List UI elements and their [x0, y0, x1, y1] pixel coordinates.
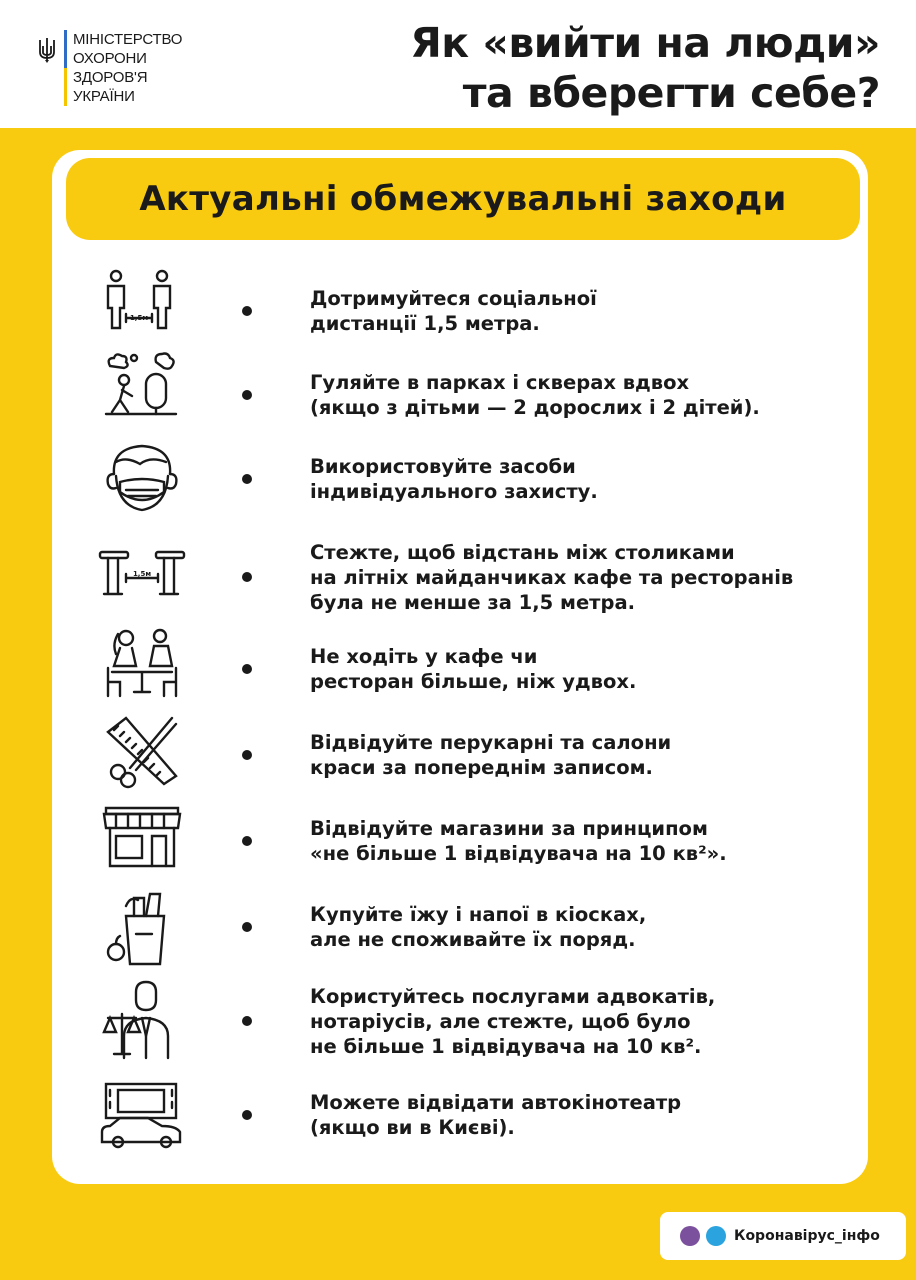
grocery-bag-icon	[96, 884, 188, 970]
list-item	[96, 436, 836, 522]
item-line: на літніх майданчиках кафе та ресторанів	[310, 565, 794, 589]
banner-title: Актуальні обмежувальні заходи	[139, 179, 787, 219]
item-line: Відвідуйте перукарні та салони	[310, 731, 672, 754]
page-title	[410, 18, 880, 118]
footer-channel[interactable]	[660, 1212, 906, 1260]
ministry-logo	[36, 30, 182, 106]
bullet-dot	[242, 750, 252, 760]
viber-icon[interactable]	[680, 1226, 700, 1246]
item-line: краси за попереднім записом.	[310, 756, 653, 779]
list-item	[96, 352, 836, 438]
bullet-dot	[242, 474, 252, 484]
item-text	[310, 626, 870, 712]
item-line: не більше 1 відвідувача на 10 кв².	[310, 1034, 702, 1058]
list-item	[96, 626, 836, 712]
bullet-dot	[242, 572, 252, 582]
list-item	[96, 884, 836, 970]
item-line: індивідуального захисту.	[310, 480, 598, 503]
item-line: дистанції 1,5 метра.	[310, 312, 540, 335]
item-text	[310, 352, 870, 438]
telegram-icon[interactable]	[706, 1226, 726, 1246]
item-line: Можете відвідати автокінотеатр	[310, 1091, 682, 1114]
item-line: Дотримуйтеся соціальної	[310, 287, 597, 310]
distance-label: 1,5м	[129, 314, 149, 322]
item-text	[310, 1072, 870, 1158]
list-item	[96, 268, 836, 354]
park-walk-icon	[96, 352, 188, 438]
bullet-dot	[242, 306, 252, 316]
item-text	[310, 268, 870, 354]
bullet-dot	[242, 390, 252, 400]
item-line: Відвідуйте магазини за принципом	[310, 817, 708, 840]
ministry-line: ОХОРОНИ	[73, 50, 147, 67]
item-line: Стежте, щоб відстань між столиками	[310, 540, 735, 564]
cafe-couple-icon	[96, 626, 188, 712]
header	[0, 0, 916, 128]
item-text	[310, 884, 870, 970]
ministry-line: ЗДОРОВ'Я	[73, 69, 148, 86]
title-line: та вберегти себе?	[462, 69, 880, 117]
shop-icon	[96, 798, 188, 884]
trident-icon	[36, 36, 58, 64]
list-item	[96, 534, 836, 620]
item-text	[310, 436, 870, 522]
item-line: але не споживайте їх поряд.	[310, 928, 636, 951]
bullet-dot	[242, 1110, 252, 1120]
title-line: Як «вийти на люди»	[410, 19, 880, 67]
item-line: (якщо ви в Києві).	[310, 1116, 515, 1139]
list-item	[96, 712, 836, 798]
item-line: Купуйте їжу і напої в кіосках,	[310, 903, 647, 926]
bullet-dot	[242, 836, 252, 846]
social-distance-icon	[96, 268, 188, 354]
item-text	[310, 978, 870, 1064]
item-line: нотаріусів, але стежте, щоб було	[310, 1009, 691, 1033]
bullet-dot	[242, 1016, 252, 1026]
ministry-line: УКРАЇНИ	[73, 88, 135, 105]
ministry-bar	[64, 30, 67, 106]
ministry-name	[73, 30, 182, 106]
item-line: Використовуйте засоби	[310, 455, 576, 478]
section-banner	[66, 158, 860, 240]
item-line: Не ходіть у кафе чи	[310, 645, 538, 668]
item-text	[310, 534, 870, 620]
ministry-line: МІНІСТЕРСТВО	[73, 31, 183, 48]
lawyer-icon	[96, 978, 188, 1064]
list-item	[96, 978, 836, 1064]
channel-label[interactable]: Коронавірус_інфо	[734, 1228, 880, 1244]
item-line: Гуляйте в парках і скверах вдвох	[310, 371, 690, 394]
cafe-tables-icon	[96, 534, 188, 620]
item-text	[310, 712, 870, 798]
list-item	[96, 1072, 836, 1158]
item-line: «не більше 1 відвідувача на 10 кв²».	[310, 842, 727, 865]
item-text	[310, 798, 870, 884]
item-line: була не менше за 1,5 метра.	[310, 590, 636, 614]
item-line: Користуйтесь послугами адвокатів,	[310, 984, 716, 1008]
list-item	[96, 798, 836, 884]
bullet-dot	[242, 922, 252, 932]
drive-in-cinema-icon	[96, 1072, 188, 1158]
bullet-dot	[242, 664, 252, 674]
face-mask-icon	[96, 436, 188, 522]
item-line: ресторан більше, ніж удвох.	[310, 670, 637, 693]
scissors-comb-icon	[96, 712, 188, 798]
item-line: (якщо з дітьми — 2 дорослих і 2 дітей).	[310, 396, 760, 419]
distance-label: 1,5м	[132, 570, 152, 578]
